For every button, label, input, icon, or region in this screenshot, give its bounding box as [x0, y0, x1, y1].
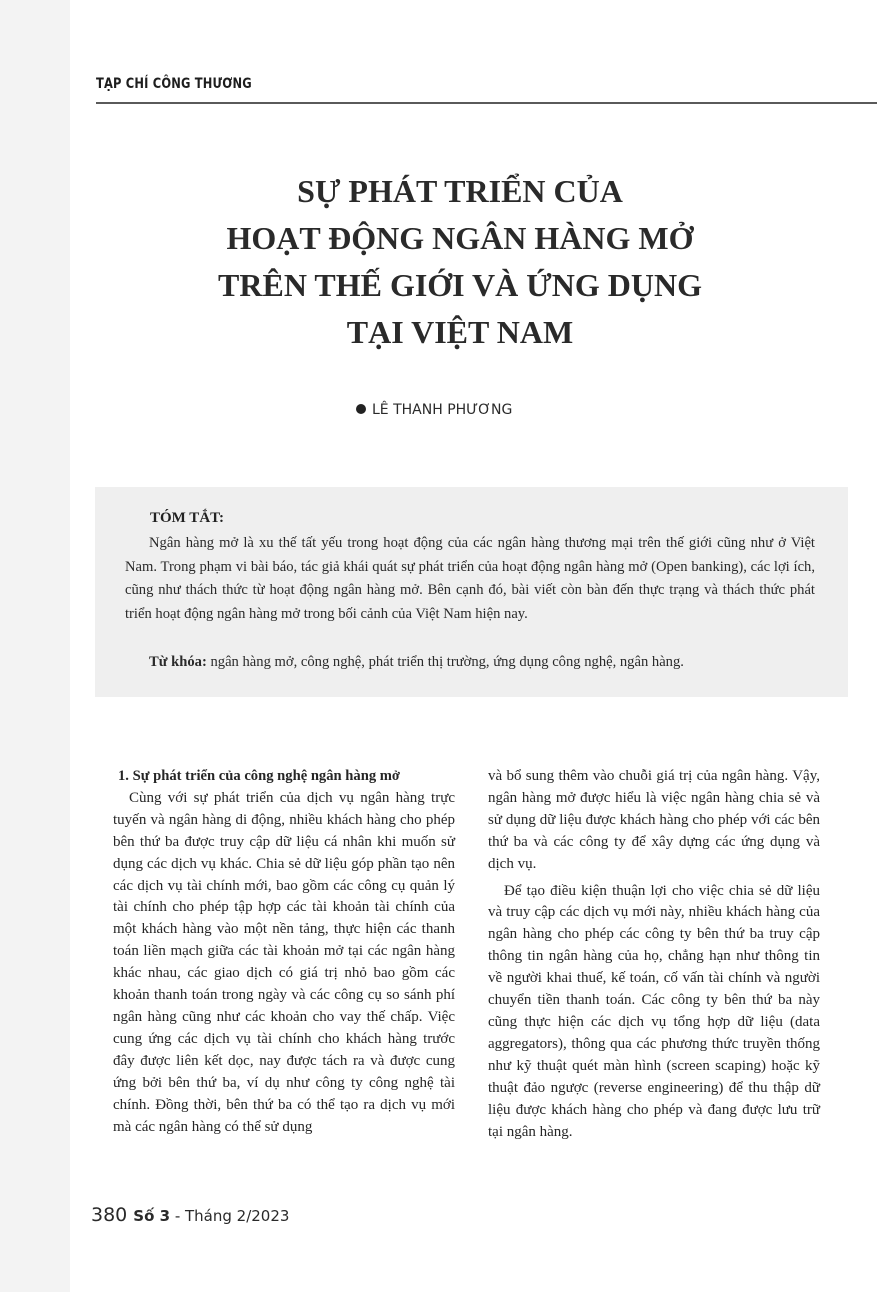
body-paragraph: Cùng với sự phát triển của dịch vụ ngân hàng trực tuyến và ngân hàng di động, nhiều khách hàng cho phép bên thứ ba được truy cập dữ liệu cá nhân khi muốn sử dụng các dịch vụ khác. Chia sẻ dữ liệu góp phần tạo nên các dịch vụ tài chính mới, bao gồm các công cụ quản lý tài chính cho phép tập hợp các tài khoản tài chính của một khách hàng vào một nền tảng, thực hiện các thanh toán liền mạch giữa các tài khoản mở tại các ngân hàng khác nhau, các giao dịch có giá trị nhỏ bao gồm các khoản thanh toán trong ngày và các công cụ so sánh phí ngân hàng cũng như các khoản cho vay thế chấp. Việc cung ứng các dịch vụ tài chính cho khách hàng trước đây được liên kết dọc, nay được tách ra và được cung ứng bởi bên thứ ba, ví dụ như công ty công nghệ tài chính. Đồng thời, bên thứ ba có thể tạo ra dịch vụ mới mà các ngân hàng có thể sử dụng	[113, 789, 455, 1135]
issue-date: Tháng 2/2023	[185, 1207, 290, 1225]
body-paragraph: và bổ sung thêm vào chuỗi giá trị của ngân hàng. Vậy, ngân hàng mở được hiểu là việc ngân hàng chia sẻ và sử dụng dữ liệu được khách hàng cho phép với các bên thứ ba và các công ty để xây dựng các ứng dụng và dịch vụ.	[488, 768, 820, 872]
journal-name: TẠP CHÍ CÔNG THƯƠNG	[96, 76, 252, 92]
bullet-icon	[356, 404, 366, 414]
title-line: TRÊN THẾ GIỚI VÀ ỨNG DỤNG	[218, 267, 702, 303]
keywords-list: ngân hàng mở, công nghệ, phát triển thị trường, ứng dụng công nghệ, ngân hàng.	[210, 654, 684, 670]
title-line: HOẠT ĐỘNG NGÂN HÀNG MỞ	[226, 220, 694, 256]
header-rule	[96, 102, 877, 104]
keywords-label: Từ khóa:	[149, 654, 207, 670]
body-column-left	[113, 766, 455, 1138]
title-line: SỰ PHÁT TRIỂN CỦA	[297, 173, 623, 209]
issue-number: Số 3	[133, 1207, 171, 1225]
footer-separator: -	[170, 1207, 185, 1225]
abstract-heading: TÓM TẮT:	[150, 510, 225, 526]
page-footer	[91, 1204, 289, 1226]
author-byline	[356, 402, 512, 418]
title-line: TẠI VIỆT NAM	[346, 314, 574, 350]
keywords	[149, 654, 829, 671]
abstract-text: Ngân hàng mở là xu thế tất yếu trong hoạt động của các ngân hàng thương mại trên thế giới cũng như ở Việt Nam. Trong phạm vi bài báo, tác giả khái quát sự phát triển của hoạt động ngân hàng mở (Open banking), các lợi ích, cũng như thách thức từ hoạt động ngân hàng mở. Bên cạnh đó, bài viết còn bàn đến thực trạng và thách thức phát triển hoạt động ngân hàng mở trong bối cảnh của Việt Nam hiện nay.	[125, 535, 815, 622]
page-margin-strip	[0, 0, 70, 1292]
section-heading: 1. Sự phát triển của công nghệ ngân hàng mở	[118, 768, 401, 784]
page-number: 380	[91, 1204, 128, 1226]
body-paragraph: Để tạo điều kiện thuận lợi cho việc chia sẻ dữ liệu và truy cập các dịch vụ mới này, nhiều khách hàng của ngân hàng cho phép các công ty bên thứ ba truy cập thông tin ngân hàng của họ, chẳng hạn như thông tin về người khai thuế, kế toán, cố vấn tài chính và người chuyển tiền thanh toán. Các công ty bên thứ ba này cũng thực hiện các dịch vụ tổng hợp dữ liệu (data aggregators), thông qua các phương thức truyền thống như kỹ thuật quét màn hình (screen scaping) hoặc kỹ thuật đảo ngược (reverse engineering) để thu thập dữ liệu được khách hàng cho phép và đang được lưu trữ tại ngân hàng.	[488, 882, 820, 1140]
article-title	[180, 168, 740, 356]
author-name: LÊ THANH PHƯƠNG	[372, 402, 513, 418]
body-column-right	[488, 766, 820, 1143]
